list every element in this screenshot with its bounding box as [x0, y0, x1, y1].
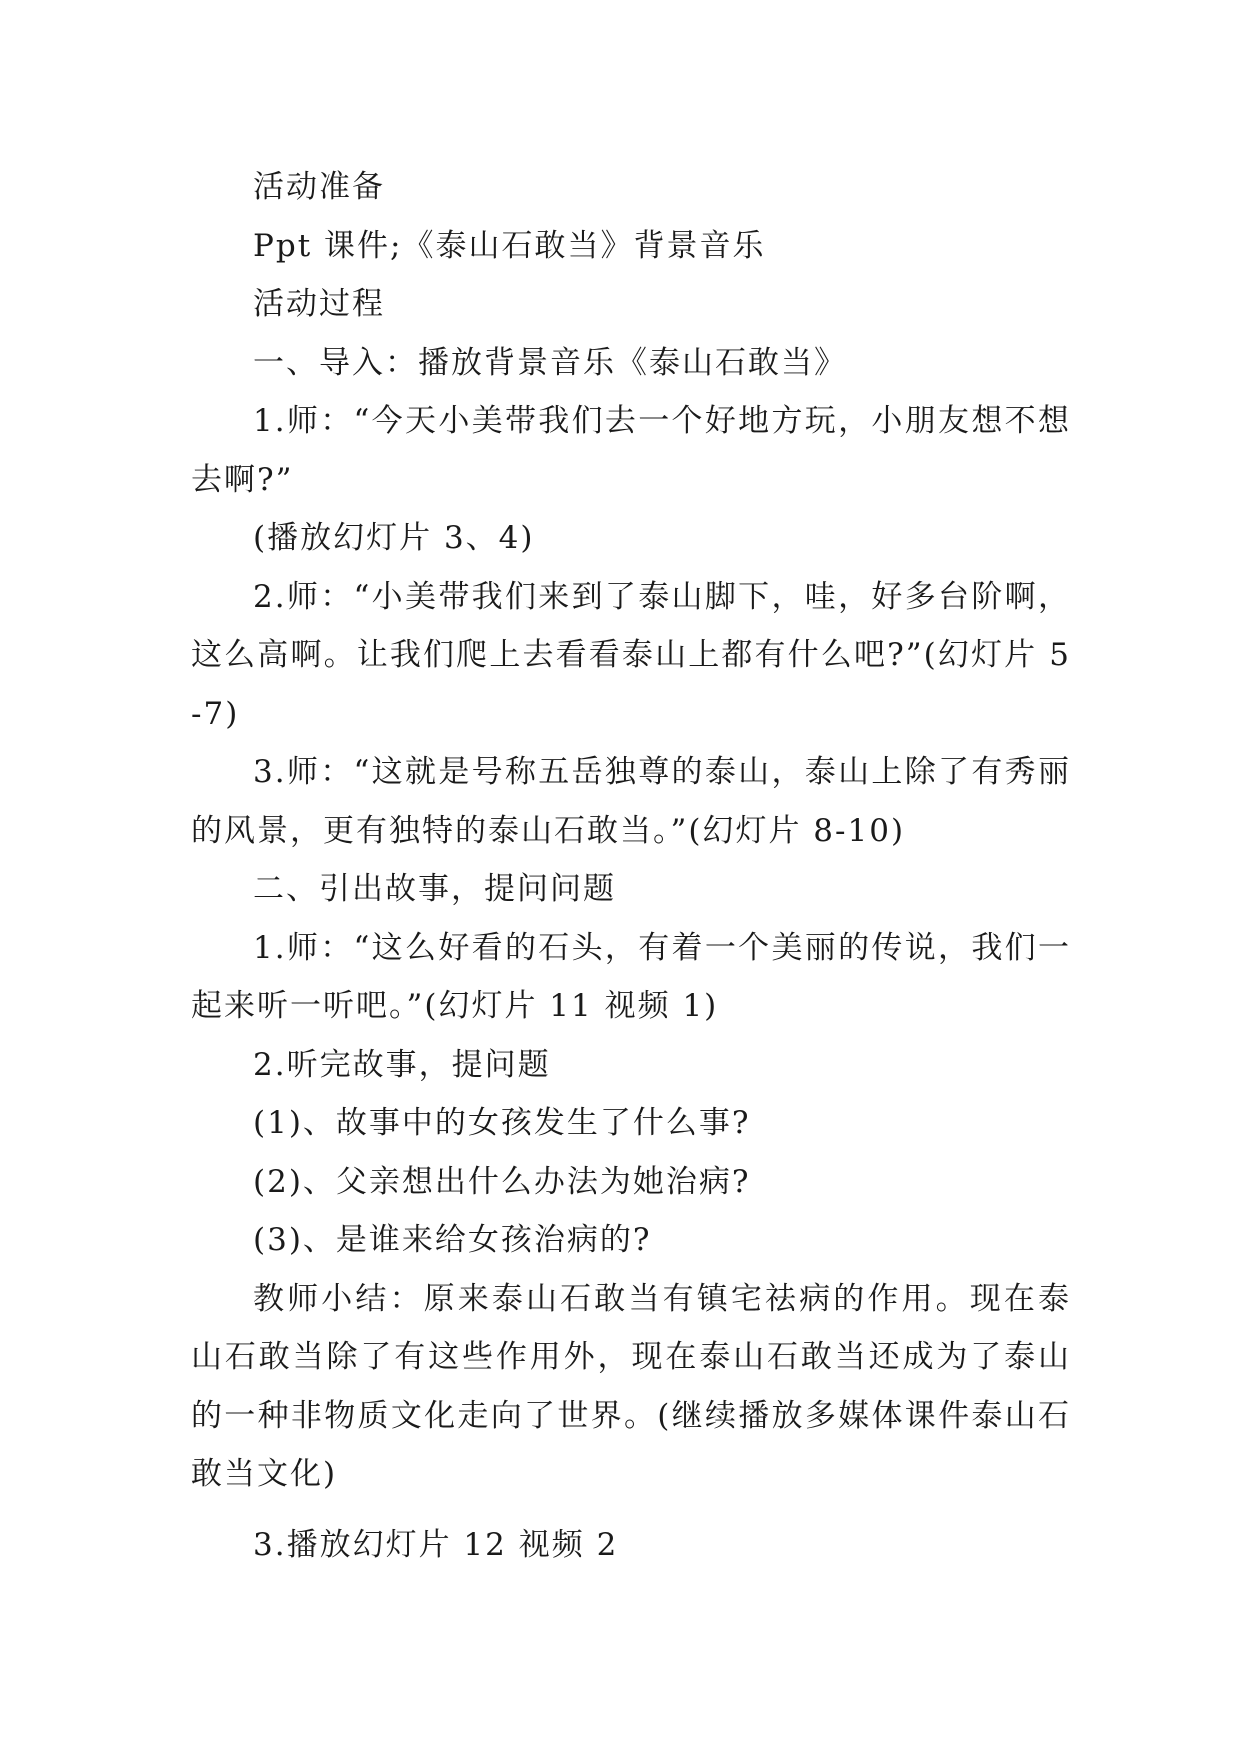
section-one-heading: 一、导入：播放背景音乐《泰山石敢当》 — [253, 344, 847, 381]
story-step-2-paragraph: 2.听完故事，提问题 — [253, 1046, 551, 1083]
paragraph-gap — [191, 1504, 1071, 1516]
step-1-paragraph: 1.师：“今天小美带我们去一个好地方玩，小朋友想不想去啊?” — [191, 403, 1071, 498]
slide-note-3-4: (播放幻灯片 3、4) — [253, 520, 535, 556]
story-step-1-paragraph: 1.师：“这么好看的石头，有着一个美丽的传说，我们一起来听一听吧。”(幻灯片 11 视频 1) — [191, 929, 1071, 1024]
question-1: (1)、故事中的女孩发生了什么事? — [253, 1105, 751, 1141]
step-3-paragraph: 3.师：“这就是号称五岳独尊的泰山，泰山上除了有秀丽的风景，更有独特的泰山石敢当。”(幻灯片 8-10) — [191, 754, 1071, 849]
heading-activity-process: 活动过程 — [253, 286, 385, 322]
teacher-summary-paragraph: 教师小结：原来泰山石敢当有镇宅祛病的作用。现在泰山石敢当除了有这些作用外，现在泰山石敢当还成为了泰山的一种非物质文化走向了世界。(继续播放多媒体课件泰山石敢当文化) — [191, 1280, 1071, 1492]
step-2-paragraph: 2.师：“小美带我们来到了泰山脚下，哇，好多台阶啊，这么高啊。让我们爬上去看看泰山上都有什么吧?”(幻灯片 5-7) — [191, 578, 1071, 732]
question-3: (3)、是谁来给女孩治病的? — [253, 1222, 652, 1258]
section-two-heading: 二、引出故事，提问问题 — [253, 871, 616, 907]
story-step-3-paragraph: 3.播放幻灯片 12 视频 2 — [253, 1526, 619, 1563]
heading-activity-preparation: 活动准备 — [253, 169, 385, 205]
document-body — [191, 158, 1071, 1574]
question-2: (2)、父亲想出什么办法为她治病? — [253, 1163, 751, 1200]
materials-line: Ppt 课件;《泰山石敢当》背景音乐 — [253, 227, 766, 264]
